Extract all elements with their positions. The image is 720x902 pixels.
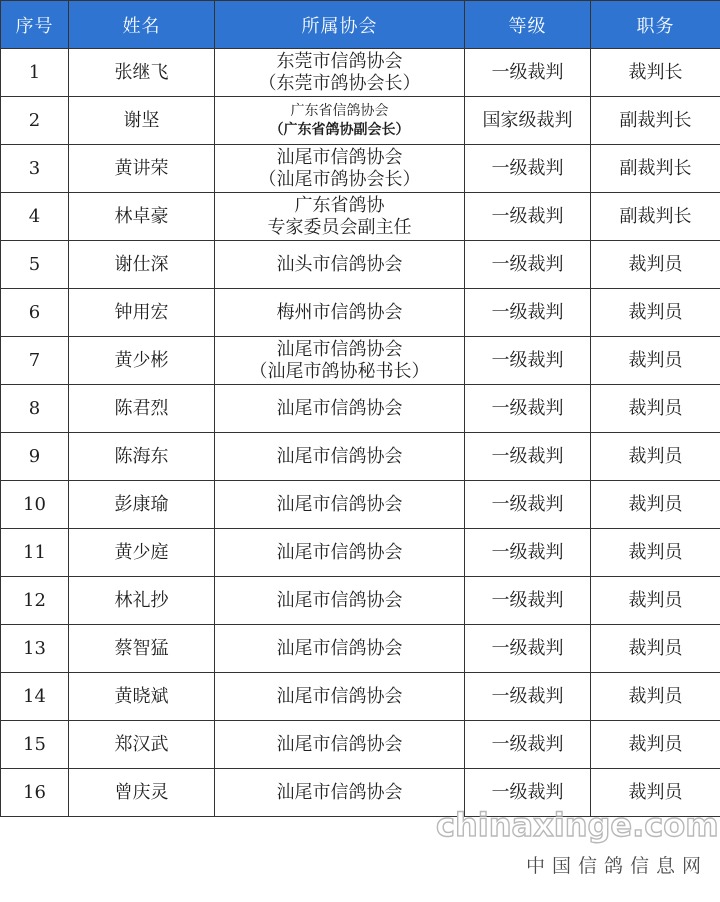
table-body [1,49,720,817]
cell-index: 3 [1,145,69,193]
association-line: （东莞市鸽协会长） [258,72,421,94]
cell-association [215,145,465,193]
cell-grade: 一级裁判 [465,337,591,385]
table-row [1,433,720,481]
cell-grade: 一级裁判 [465,673,591,721]
table-row [1,721,720,769]
association-line: 广东省鸽协 [294,194,385,216]
cell-grade: 一级裁判 [465,769,591,817]
cell-role: 裁判员 [591,337,720,385]
cell-name: 林卓豪 [69,193,215,241]
cell-index: 7 [1,337,69,385]
association-line: 汕尾市信鸽协会 [276,338,403,360]
cell-association [215,385,465,433]
cell-index: 13 [1,625,69,673]
table-row [1,625,720,673]
cell-index: 4 [1,193,69,241]
table-row [1,193,720,241]
cell-role: 裁判员 [591,721,720,769]
cell-index: 15 [1,721,69,769]
cell-role: 裁判员 [591,289,720,337]
cell-index: 2 [1,97,69,145]
association-line: 专家委员会副主任 [267,216,412,238]
cell-grade: 一级裁判 [465,721,591,769]
cell-index: 10 [1,481,69,529]
header-association: 所属协会 [215,1,465,49]
association-line: 汕尾市信鸽协会 [276,589,403,611]
cell-association [215,529,465,577]
cell-association [215,193,465,241]
association-line: （广东省鸽协副会长） [269,121,410,138]
table-row [1,241,720,289]
cell-grade: 一级裁判 [465,529,591,577]
cell-role: 裁判员 [591,481,720,529]
cell-association [215,337,465,385]
association-line: （汕尾市鸽协秘书长） [249,360,430,382]
cell-association [215,769,465,817]
cell-role: 裁判员 [591,673,720,721]
cell-grade: 一级裁判 [465,193,591,241]
header-row [1,1,720,49]
cell-association [215,241,465,289]
cell-association [215,433,465,481]
cell-index: 9 [1,433,69,481]
watermark-site: chinaxinge.com [436,806,719,844]
cell-name: 黄讲荣 [69,145,215,193]
cell-association [215,49,465,97]
cell-index: 1 [1,49,69,97]
cell-role: 裁判员 [591,529,720,577]
cell-index: 12 [1,577,69,625]
cell-name: 彭康瑜 [69,481,215,529]
cell-role: 副裁判长 [591,97,720,145]
cell-name: 黄少彬 [69,337,215,385]
cell-grade: 一级裁判 [465,433,591,481]
cell-name: 陈君烈 [69,385,215,433]
table-header [1,1,720,49]
cell-name: 曾庆灵 [69,769,215,817]
table-row [1,481,720,529]
cell-name: 蔡智猛 [69,625,215,673]
cell-role: 裁判长 [591,49,720,97]
association-line: 汕尾市信鸽协会 [276,685,403,707]
cell-association [215,481,465,529]
cell-grade: 一级裁判 [465,289,591,337]
cell-name: 林礼抄 [69,577,215,625]
association-line: 汕尾市信鸽协会 [276,781,403,803]
header-grade: 等级 [465,1,591,49]
cell-grade: 一级裁判 [465,385,591,433]
association-line: 汕尾市信鸽协会 [276,637,403,659]
cell-role: 裁判员 [591,433,720,481]
cell-association [215,625,465,673]
table-row [1,673,720,721]
cell-index: 8 [1,385,69,433]
cell-name: 黄少庭 [69,529,215,577]
association-line: 汕尾市信鸽协会 [276,493,403,515]
association-line: 梅州市信鸽协会 [276,301,403,323]
header-index: 序号 [1,1,69,49]
association-line: 汕尾市信鸽协会 [276,397,403,419]
cell-grade: 国家级裁判 [465,97,591,145]
cell-role: 裁判员 [591,241,720,289]
table-row [1,385,720,433]
header-role: 职务 [591,1,720,49]
header-name: 姓名 [69,1,215,49]
cell-association [215,721,465,769]
table-row [1,337,720,385]
watermark-site-cn: 中国信鸽信息网 [525,855,708,877]
cell-role: 副裁判长 [591,145,720,193]
table-row [1,145,720,193]
cell-name: 谢仕深 [69,241,215,289]
cell-index: 6 [1,289,69,337]
association-line: 汕尾市信鸽协会 [276,146,403,168]
table-row [1,289,720,337]
cell-name: 钟用宏 [69,289,215,337]
cell-grade: 一级裁判 [465,49,591,97]
cell-name: 陈海东 [69,433,215,481]
cell-grade: 一级裁判 [465,145,591,193]
cell-role: 副裁判长 [591,193,720,241]
cell-index: 5 [1,241,69,289]
cell-index: 11 [1,529,69,577]
cell-name: 黄晓斌 [69,673,215,721]
cell-role: 裁判员 [591,577,720,625]
association-line: （汕尾市鸽协会长） [258,168,421,190]
cell-role: 裁判员 [591,625,720,673]
cell-role: 裁判员 [591,385,720,433]
cell-role: 裁判员 [591,769,720,817]
table-row [1,577,720,625]
table-row [1,49,720,97]
cell-index: 16 [1,769,69,817]
cell-grade: 一级裁判 [465,241,591,289]
cell-name: 谢坚 [69,97,215,145]
cell-name: 张继飞 [69,49,215,97]
association-line: 汕尾市信鸽协会 [276,541,403,563]
cell-name: 郑汉武 [69,721,215,769]
cell-grade: 一级裁判 [465,481,591,529]
cell-grade: 一级裁判 [465,625,591,673]
cell-association [215,577,465,625]
association-line: 东莞市信鸽协会 [276,50,403,72]
association-line: 汕尾市信鸽协会 [276,733,403,755]
cell-index: 14 [1,673,69,721]
cell-grade: 一级裁判 [465,577,591,625]
table-row [1,529,720,577]
cell-association [215,673,465,721]
cell-association [215,97,465,145]
association-line: 广东省信鸽协会 [290,102,389,119]
association-line: 汕头市信鸽协会 [276,253,403,275]
table-row [1,97,720,145]
association-line: 汕尾市信鸽协会 [276,445,403,467]
cell-association [215,289,465,337]
